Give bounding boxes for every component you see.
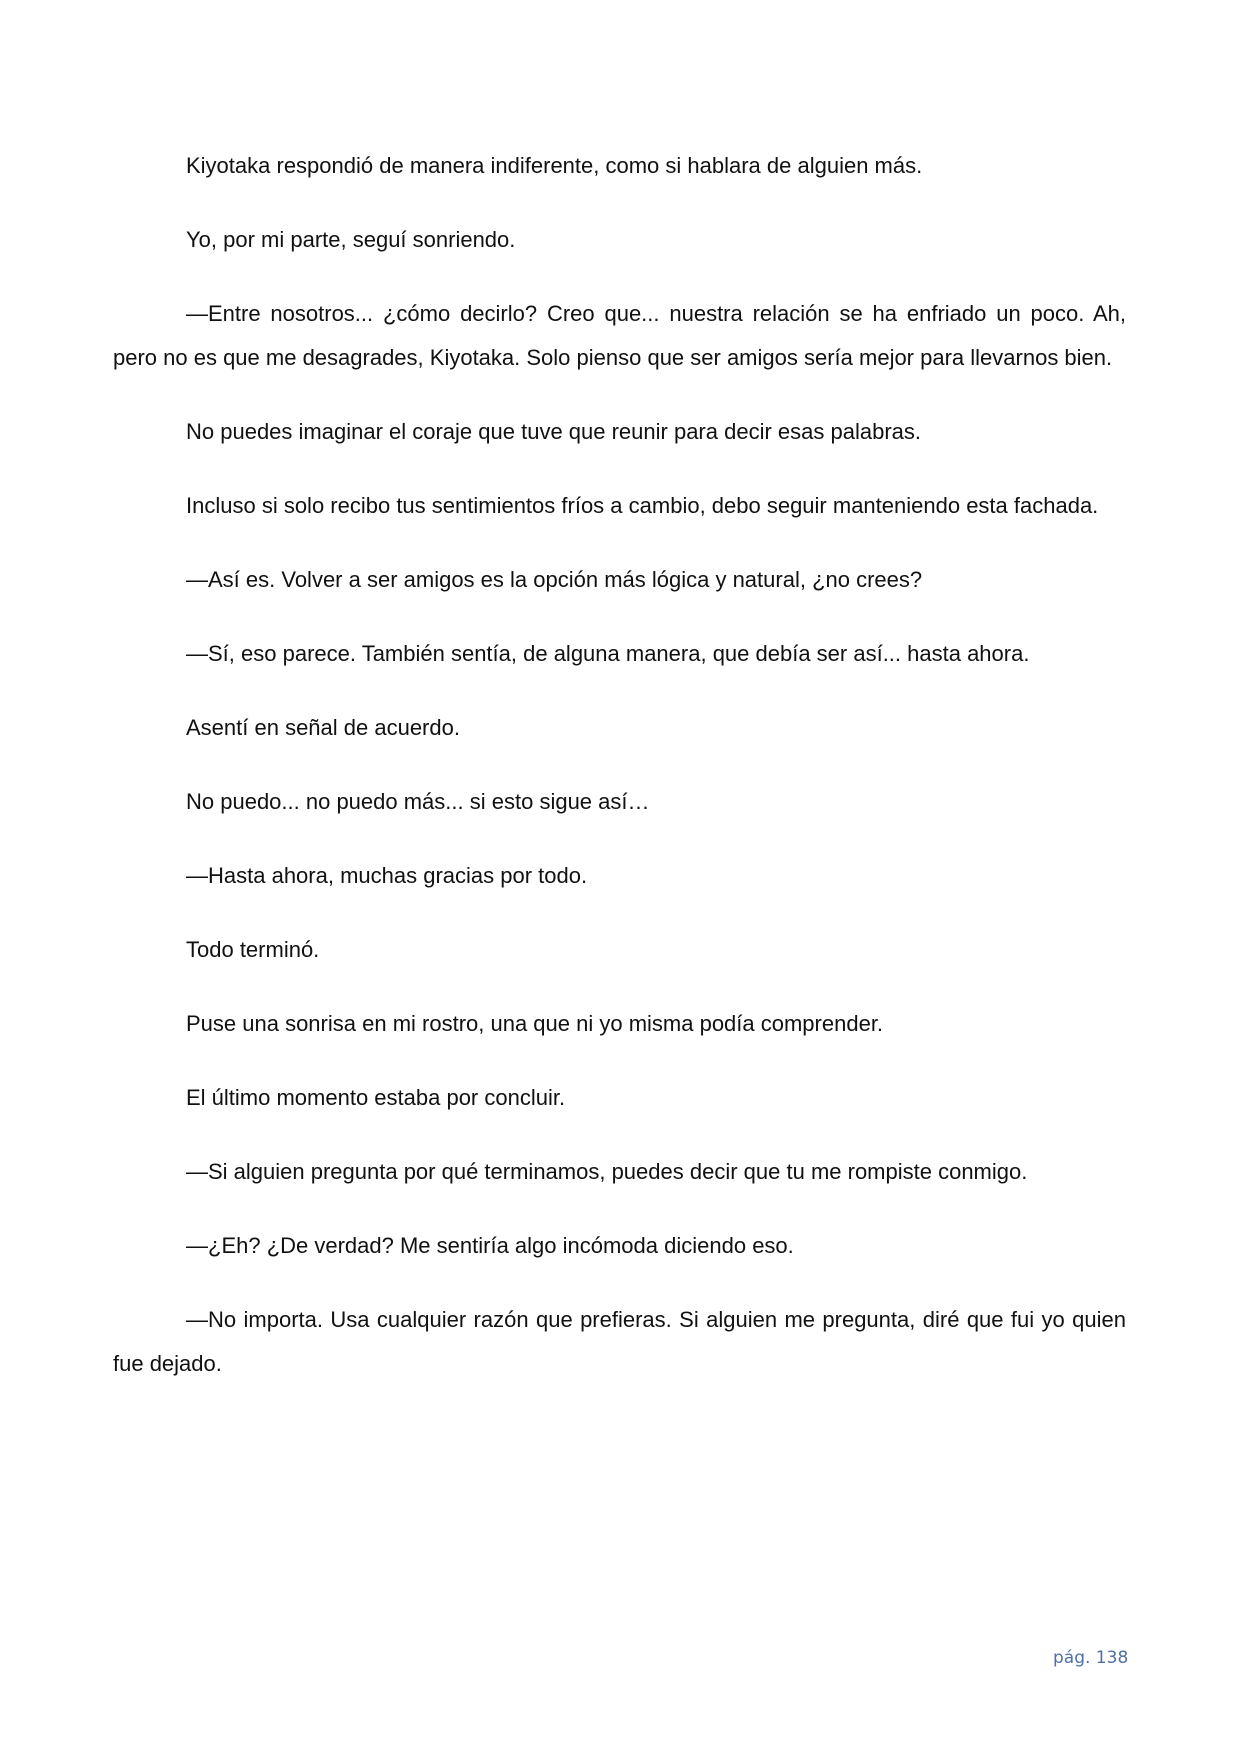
paragraph: —Hasta ahora, muchas gracias por todo. xyxy=(186,863,588,888)
paragraph: No puedo... no puedo más... si esto sigue así… xyxy=(186,789,650,814)
paragraph: —Si alguien pregunta por qué terminamos, puedes decir que tu me rompiste conmigo. xyxy=(186,1159,1028,1184)
paragraph: Puse una sonrisa en mi rostro, una que ni yo misma podía comprender. xyxy=(186,1011,884,1036)
paragraph: El último momento estaba por concluir. xyxy=(186,1085,566,1110)
paragraph: Yo, por mi parte, seguí sonriendo. xyxy=(186,227,516,252)
document-body xyxy=(113,144,1126,1386)
paragraph: —¿Eh? ¿De verdad? Me sentiría algo incómoda diciendo eso. xyxy=(186,1233,794,1258)
paragraph: Asentí en señal de acuerdo. xyxy=(186,715,460,740)
paragraph: —Sí, eso parece. También sentía, de alguna manera, que debía ser así... hasta ahora. xyxy=(186,641,1030,666)
paragraph: Kiyotaka respondió de manera indiferente, como si hablara de alguien más. xyxy=(186,153,923,178)
page-number: pág. 138 xyxy=(1053,1648,1129,1668)
paragraph: Incluso si solo recibo tus sentimientos fríos a cambio, debo seguir manteniendo esta fachada. xyxy=(186,493,1099,518)
paragraph: —Entre nosotros... ¿cómo decirlo? Creo que... nuestra relación se ha enfriado un poco. Ah, pero no es que me desagrades, Kiyotaka. Solo pienso que ser amigos sería mejor para llevarnos bien. xyxy=(113,301,1126,370)
paragraph: No puedes imaginar el coraje que tuve que reunir para decir esas palabras. xyxy=(186,419,921,444)
paragraph: —No importa. Usa cualquier razón que prefieras. Si alguien me pregunta, diré que fui yo quien fue dejado. xyxy=(113,1307,1126,1376)
paragraph: Todo terminó. xyxy=(186,937,320,962)
paragraph: —Así es. Volver a ser amigos es la opción más lógica y natural, ¿no crees? xyxy=(186,567,923,592)
